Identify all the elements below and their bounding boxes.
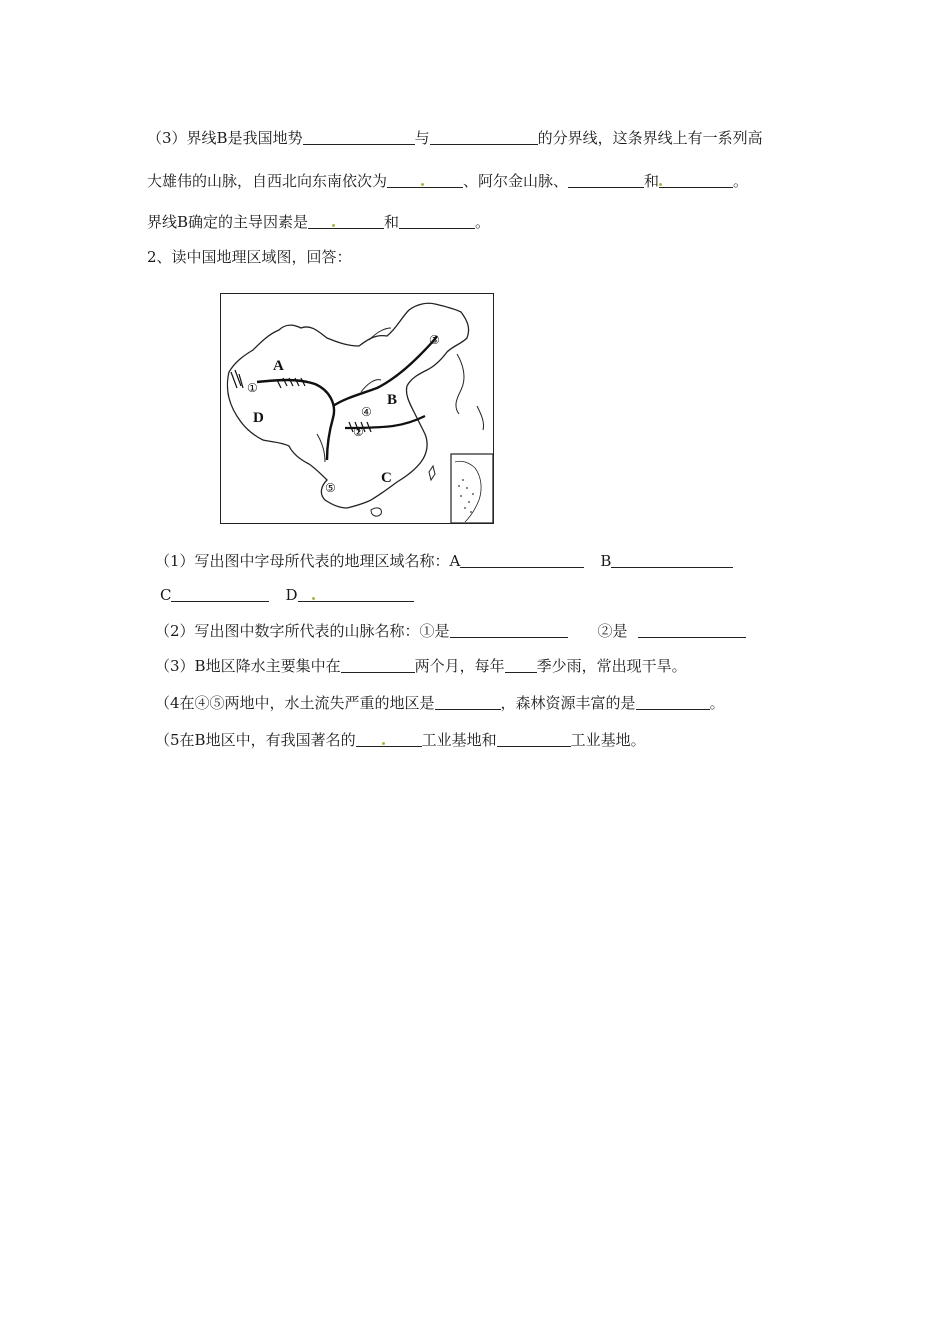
answer-blank[interactable] <box>430 128 538 145</box>
text: 工业基地。 <box>570 731 646 749</box>
text: （3）界线B是我国地势 <box>147 129 303 147</box>
map-marker-2: ② <box>353 425 364 439</box>
hainan-island <box>371 508 381 516</box>
answer-blank[interactable] <box>497 730 571 747</box>
map-label-d: D <box>253 410 264 426</box>
text: 。 <box>733 172 749 190</box>
text: 界线B确定的主导因素是 <box>147 213 309 231</box>
answer-blank[interactable] <box>636 693 710 710</box>
question-2-heading: 2、读中国地理区域图，回答： <box>147 248 352 266</box>
text: D <box>285 586 298 604</box>
text: 的分界线，这条界线上有一系列高 <box>537 129 763 147</box>
sub-question-5 <box>155 730 646 750</box>
answer-blank[interactable] <box>308 212 384 229</box>
question-line-3-2 <box>147 171 748 191</box>
answer-blank[interactable] <box>387 171 463 188</box>
map-marker-1: ① <box>247 381 258 395</box>
taiwan-island <box>429 466 435 480</box>
question-line-3-3 <box>147 212 490 232</box>
text: C <box>160 586 172 604</box>
text: 季少雨，常出现干旱。 <box>536 657 687 675</box>
boundary-line <box>333 336 437 406</box>
map-marker-3: ③ <box>429 333 440 347</box>
sub-question-1-cont <box>160 585 414 605</box>
boundary-line <box>257 380 334 460</box>
answer-blank[interactable] <box>505 656 537 673</box>
sub-question-4 <box>155 693 725 713</box>
map-label-b: B <box>387 392 398 408</box>
inset-frame <box>451 454 493 523</box>
sub-question-1 <box>155 551 733 571</box>
text: （5在B地区中，有我国著名的 <box>155 731 356 749</box>
text: 。 <box>475 213 491 231</box>
answer-blank[interactable] <box>659 171 733 188</box>
text: （1）写出图中字母所代表的地理区域名称：A <box>155 552 461 570</box>
sub-question-3 <box>155 656 687 676</box>
answer-blank[interactable] <box>303 128 415 145</box>
sub-question-2 <box>155 621 746 641</box>
answer-blank[interactable] <box>460 551 584 568</box>
map-marker-5: ⑤ <box>325 481 336 495</box>
answer-blank[interactable] <box>356 730 422 747</box>
text: ，森林资源丰富的是 <box>500 694 636 712</box>
map-graphic <box>221 294 493 523</box>
china-region-map <box>220 293 494 524</box>
text: 大雄伟的山脉，自西北向东南依次为 <box>147 172 388 190</box>
map-label-a: A <box>273 358 284 374</box>
text: B <box>600 552 612 570</box>
answer-blank[interactable] <box>611 551 733 568</box>
answer-blank[interactable] <box>341 656 415 673</box>
text: （4在④⑤两地中，水土流失严重的地区是 <box>155 694 435 712</box>
text: 和 <box>644 172 660 190</box>
answer-blank[interactable] <box>399 212 475 229</box>
text: 和 <box>384 213 400 231</box>
text: 工业基地和 <box>421 731 497 749</box>
inner-line <box>317 434 325 462</box>
text: （3）B地区降水主要集中在 <box>155 657 341 675</box>
japan-fragment <box>477 406 484 430</box>
text: 。 <box>709 694 725 712</box>
answer-blank[interactable] <box>568 171 644 188</box>
text: （2）写出图中数字所代表的山脉名称：①是 <box>155 622 450 640</box>
text: ②是 <box>597 622 628 640</box>
answer-blank[interactable] <box>450 621 568 638</box>
map-marker-4: ④ <box>361 405 372 419</box>
answer-blank[interactable] <box>298 585 414 602</box>
question-line-3-1 <box>147 128 763 148</box>
map-label-c: C <box>381 470 392 486</box>
answer-blank[interactable] <box>435 693 501 710</box>
text: 两个月，每年 <box>414 657 505 675</box>
text: 、阿尔金山脉、 <box>463 172 569 190</box>
answer-blank[interactable] <box>171 585 269 602</box>
coast-fragment <box>456 354 464 414</box>
answer-blank[interactable] <box>638 621 746 638</box>
text: 与 <box>414 129 430 147</box>
